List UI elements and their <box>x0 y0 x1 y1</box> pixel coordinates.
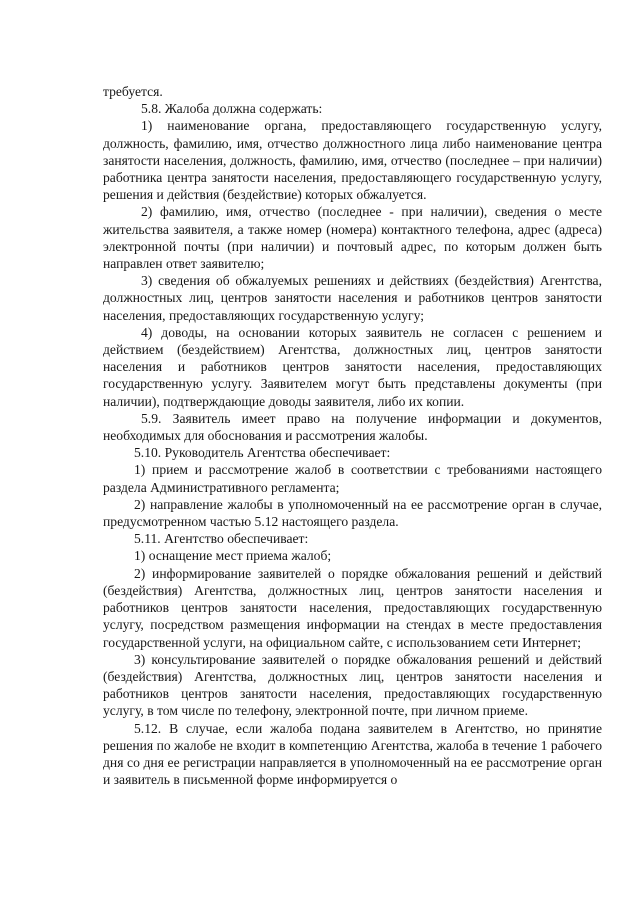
paragraph-5-8-heading: 5.8. Жалоба должна содержать: <box>141 101 323 117</box>
paragraph-5-11-item-2: 2) информирование заявителей о порядке обжалования решений и действий (бездействия) Агентства, должностных лиц, центров занятости населения и работников центров занятости населения, предоставляющих государственную услугу, посредством размещения информации на стендах в месте предоставления государственной услуги, на официальном сайте, с использованием сети Интернет; <box>103 565 602 650</box>
paragraph-5-10-item-1: 1) прием и рассмотрение жалоб в соответствии с требованиями настоящего раздела Административного регламента; <box>103 462 602 495</box>
document-body <box>103 83 602 788</box>
paragraph-5-8-item-4: 4) доводы, на основании которых заявитель не согласен с решением и действием (бездействием) Агентства, должностных лиц, центров занятости населения и работников центров занятости населения, предоставляющих государственную услугу. Заявителем могут быть представлены документы (при наличии), подтверждающие доводы заявителя, либо их копии. <box>103 324 602 409</box>
paragraph-continuation: требуется. <box>103 84 163 99</box>
paragraph-5-10-heading: 5.10. Руководитель Агентства обеспечивает: <box>134 445 391 461</box>
paragraph-5-12: 5.12. В случае, если жалоба подана заявителем в Агентство, но принятие решения по жалобе не входит в компетенцию Агентства, жалоба в течение 1 рабочего дня со дня ее регистрации направляется в уполномоченный на ее рассмотрение орган и заявитель в письменной форме информируется о <box>103 720 602 788</box>
paragraph-5-8-item-1: 1) наименование органа, предоставляющего государственную услугу, должность, фамилию, имя, отчество должностного лица либо наименование центра занятости населения, должность, фамилию, имя, отчество (последнее – при наличии) работника центра занятости населения, предоставляющего государственную услугу, решения и действия (бездействие) которых обжалуется. <box>103 118 602 203</box>
paragraph-5-9: 5.9. Заявитель имеет право на получение информации и документов, необходимых для обоснования и рассмотрения жалобы. <box>103 410 602 444</box>
paragraph-5-8-item-2: 2) фамилию, имя, отчество (последнее - при наличии), сведения о месте жительства заявителя, а также номер (номера) контактного телефона, адрес (адреса) электронной почты (при наличии) и почтовый адрес, по которым должен быть направлен ответ заявителю; <box>103 204 602 272</box>
paragraph-5-11-item-3: 3) консультирование заявителей о порядке обжалования решений и действий (бездействия) Агентства, должностных лиц, центров занятости населения и работников центров занятости населения, предоставляющих государственную услугу, в том числе по телефону, электронной почте, при личном приеме. <box>103 651 602 719</box>
paragraph-5-10-item-2: 2) направление жалобы в уполномоченный на ее рассмотрение орган в случае, предусмотренном частью 5.12 настоящего раздела. <box>103 496 602 530</box>
paragraph-5-11-heading: 5.11. Агентство обеспечивает: <box>134 531 309 547</box>
paragraph-5-8-item-3: 3) сведения об обжалуемых решениях и действиях (бездействия) Агентства, должностных лиц, центров занятости населения и работников центров занятости населения, предоставляющих государственную услугу; <box>103 273 602 323</box>
paragraph-5-11-item-1: 1) оснащение мест приема жалоб; <box>134 548 332 564</box>
